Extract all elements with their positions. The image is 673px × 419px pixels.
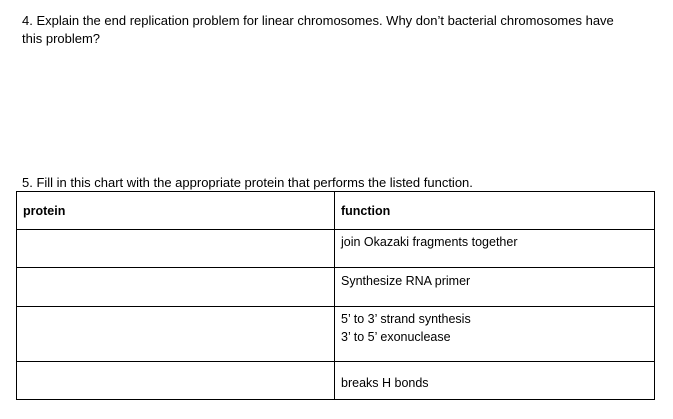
function-cell	[335, 307, 655, 362]
table-row	[17, 230, 655, 268]
function-cell	[335, 230, 655, 268]
function-cell	[335, 362, 655, 400]
question-4-line-1: 4. Explain the end replication problem for linear chromosomes. Why don’t bacterial chromosomes have	[22, 13, 614, 28]
function-text: 3’ to 5’ exonuclease	[341, 330, 451, 344]
protein-cell[interactable]	[17, 307, 335, 362]
function-text: join Okazaki fragments together	[341, 235, 518, 249]
table-row	[17, 362, 655, 400]
function-text: 5’ to 3’ strand synthesis	[341, 312, 471, 326]
table-row	[17, 307, 655, 362]
function-cell	[335, 268, 655, 307]
protein-function-table	[16, 191, 655, 400]
function-text: breaks H bonds	[341, 376, 429, 390]
question-4	[22, 12, 657, 48]
protein-cell[interactable]	[17, 230, 335, 268]
table-row	[17, 268, 655, 307]
table-header-row	[17, 192, 655, 230]
header-protein: protein	[17, 192, 335, 230]
question-4-line-2: this problem?	[22, 31, 101, 46]
header-function: function	[335, 192, 655, 230]
function-text: Synthesize RNA primer	[341, 274, 471, 288]
protein-cell[interactable]	[17, 362, 335, 400]
protein-cell[interactable]	[17, 268, 335, 307]
question-5: 5. Fill in this chart with the appropriate protein that performs the listed function.	[22, 175, 473, 190]
